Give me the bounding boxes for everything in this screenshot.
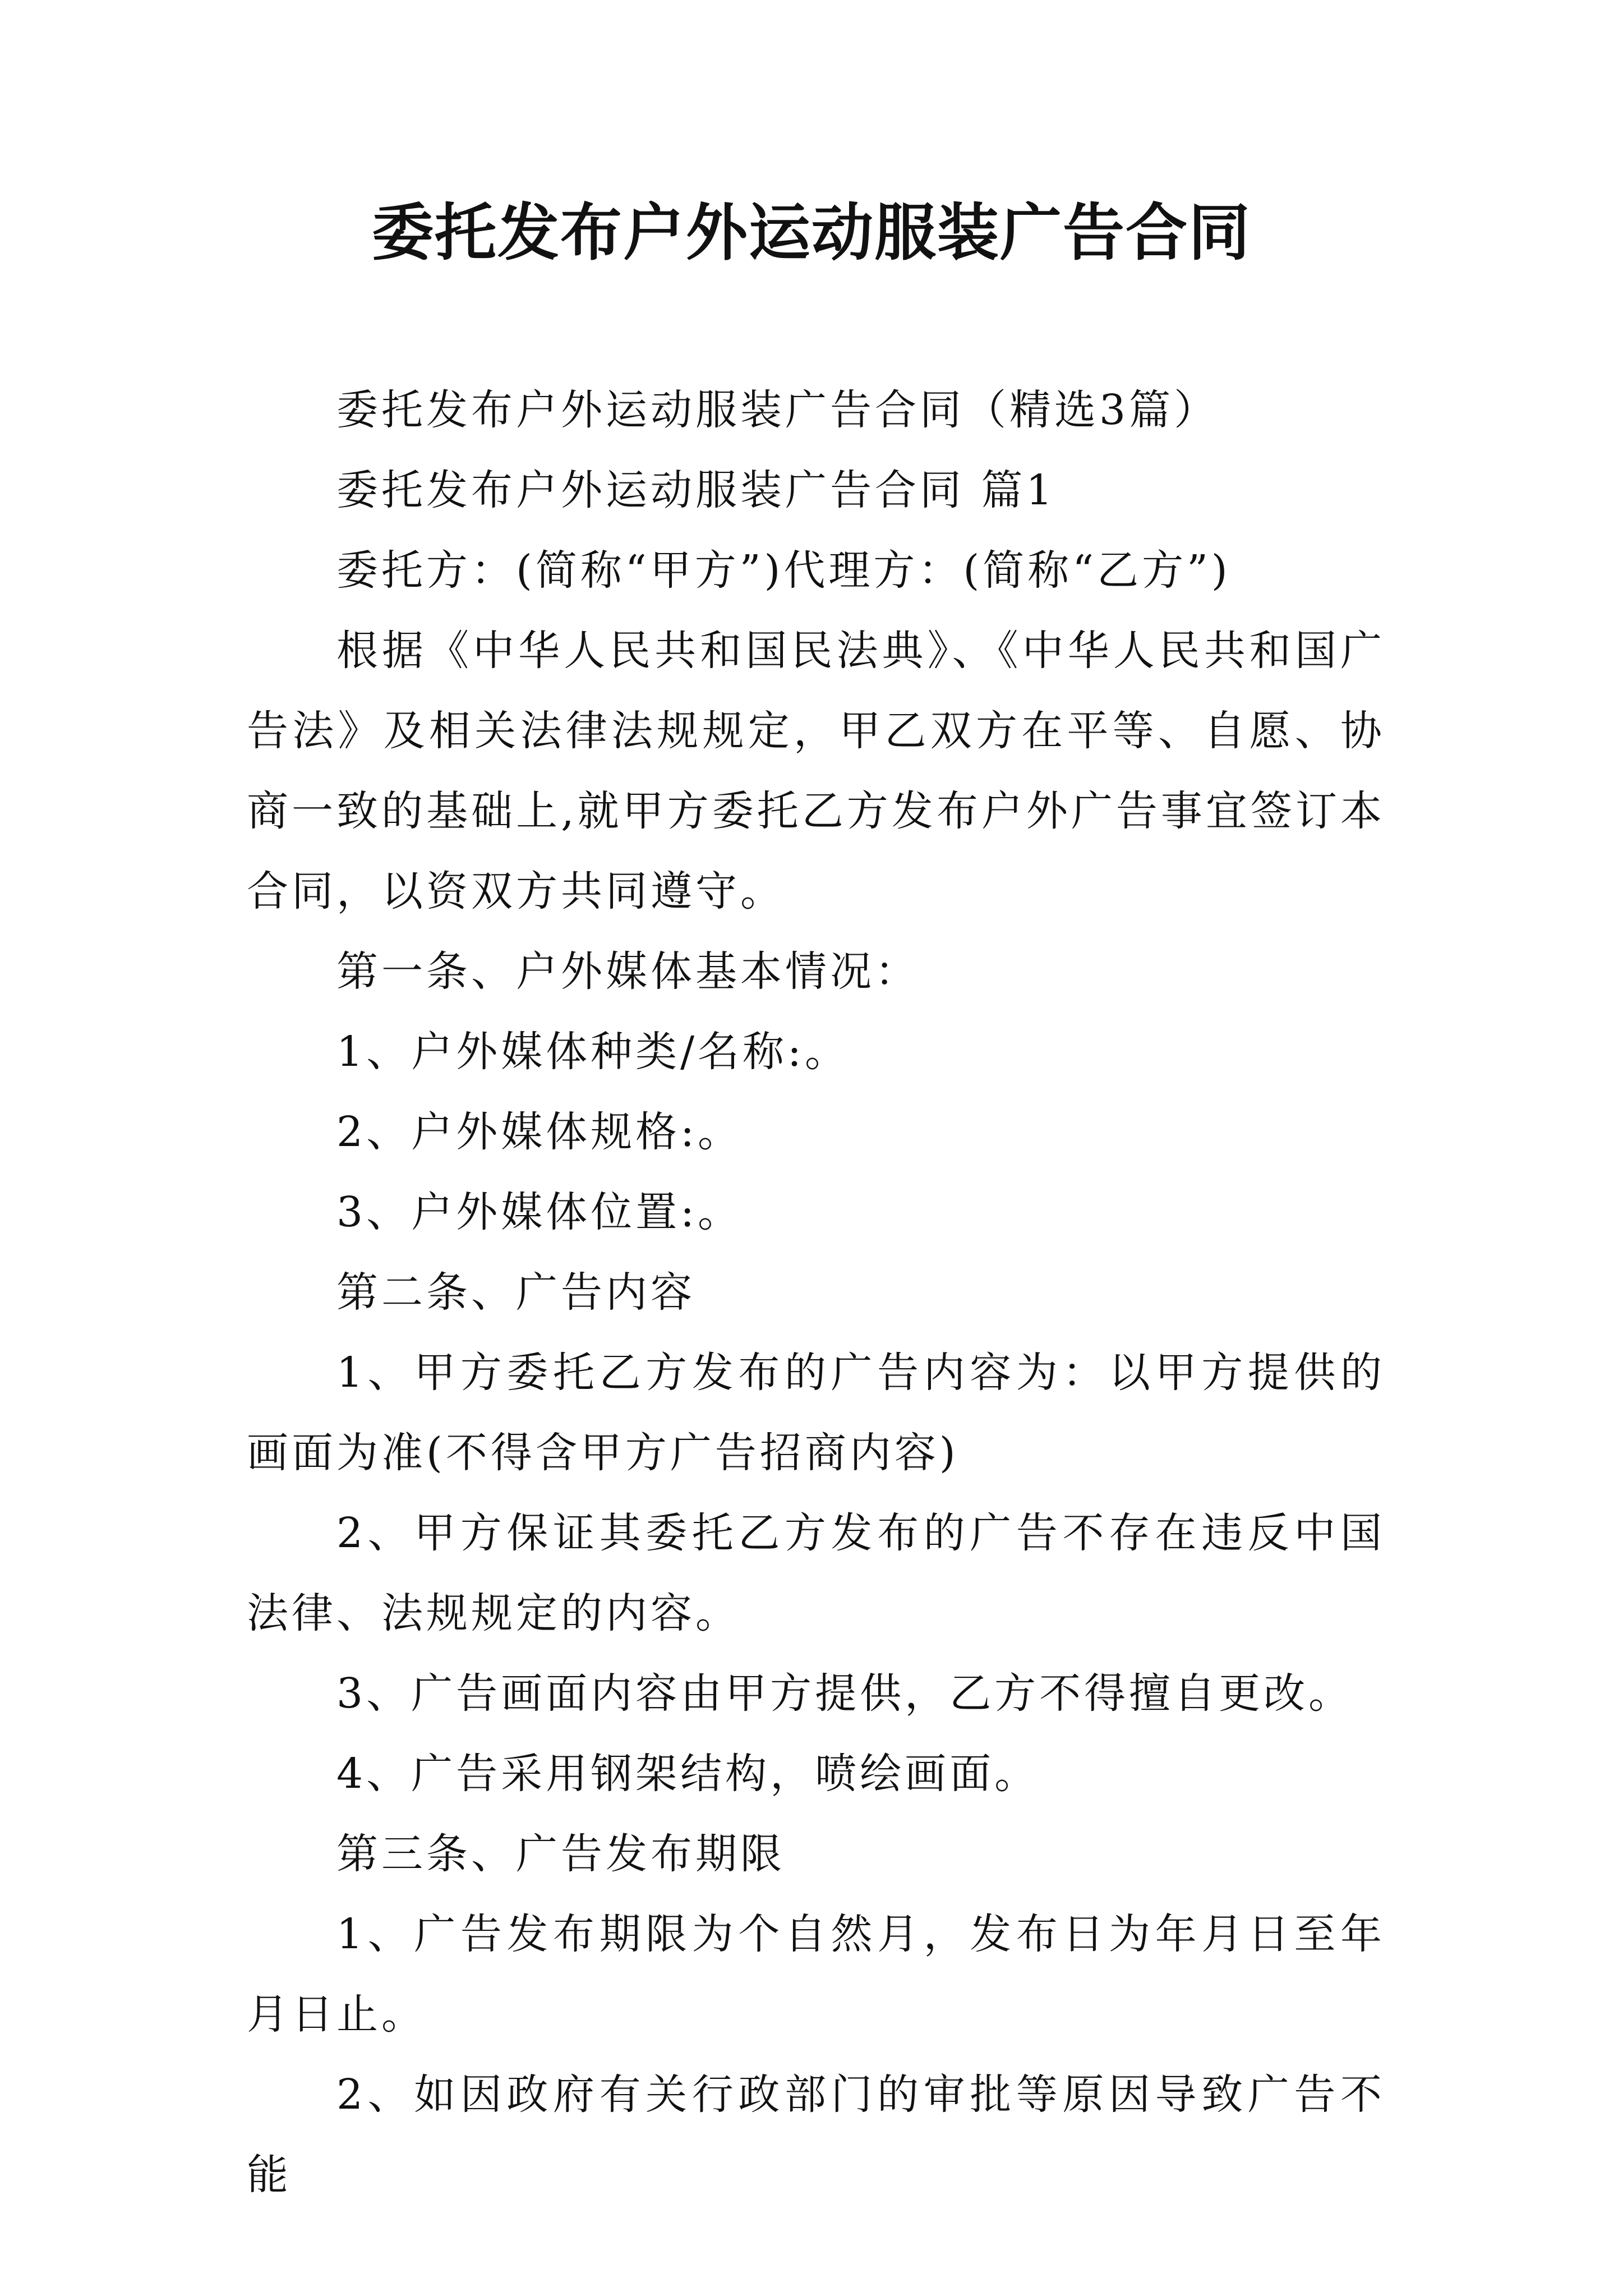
article-1-item-1: 1、户外媒体种类/名称:。	[336, 1028, 850, 1076]
article-1-item-3: 3、户外媒体位置:。	[336, 1188, 743, 1236]
article-2-item-3: 3、广告画面内容由甲方提供，乙方不得擅自更改。	[336, 1669, 1354, 1718]
paragraph-preamble: 根据《中华人民共和国民法典》、《中华人民共和国广告法》及相关法律法规规定，甲乙双方在平等、自愿、协商一致的基础上,就甲方委托乙方发布户外广告事宜签订本合同，以资双方共同遵守。	[247, 627, 1385, 915]
document-body	[247, 370, 1385, 2215]
article-3-item-2: 2、如因政府有关行政部门的审批等原因导致广告不能	[247, 2070, 1385, 2199]
article-1-heading: 第一条、户外媒体基本情况：	[336, 947, 920, 996]
paragraph-selection-heading: 委托发布户外运动服装广告合同（精选3篇）	[336, 386, 1219, 434]
article-1-item-2: 2、户外媒体规格:。	[336, 1108, 743, 1156]
article-2-item-4: 4、广告采用钢架结构，喷绘画面。	[336, 1750, 1040, 1798]
article-3-item-1: 1、广告发布期限为个自然月，发布日为年月日至年月日止。	[247, 1910, 1385, 2039]
article-2-item-1: 1、甲方委托乙方发布的广告内容为：以甲方提供的画面为准(不得含甲方广告招商内容)	[247, 1349, 1385, 1477]
paragraph-part-1-heading: 委托发布户外运动服装广告合同 篇1	[336, 466, 1056, 514]
paragraph-parties: 委托方：(简称“甲方”)代理方：(简称“乙方”)	[336, 546, 1231, 595]
article-3-heading: 第三条、广告发布期限	[336, 1830, 785, 1878]
article-2-heading: 第二条、广告内容	[336, 1268, 695, 1317]
document-title: 委托发布户外运动服装广告合同	[372, 196, 1251, 269]
article-2-item-2: 2、甲方保证其委托乙方发布的广告不存在违反中国法律、法规规定的内容。	[247, 1509, 1385, 1637]
